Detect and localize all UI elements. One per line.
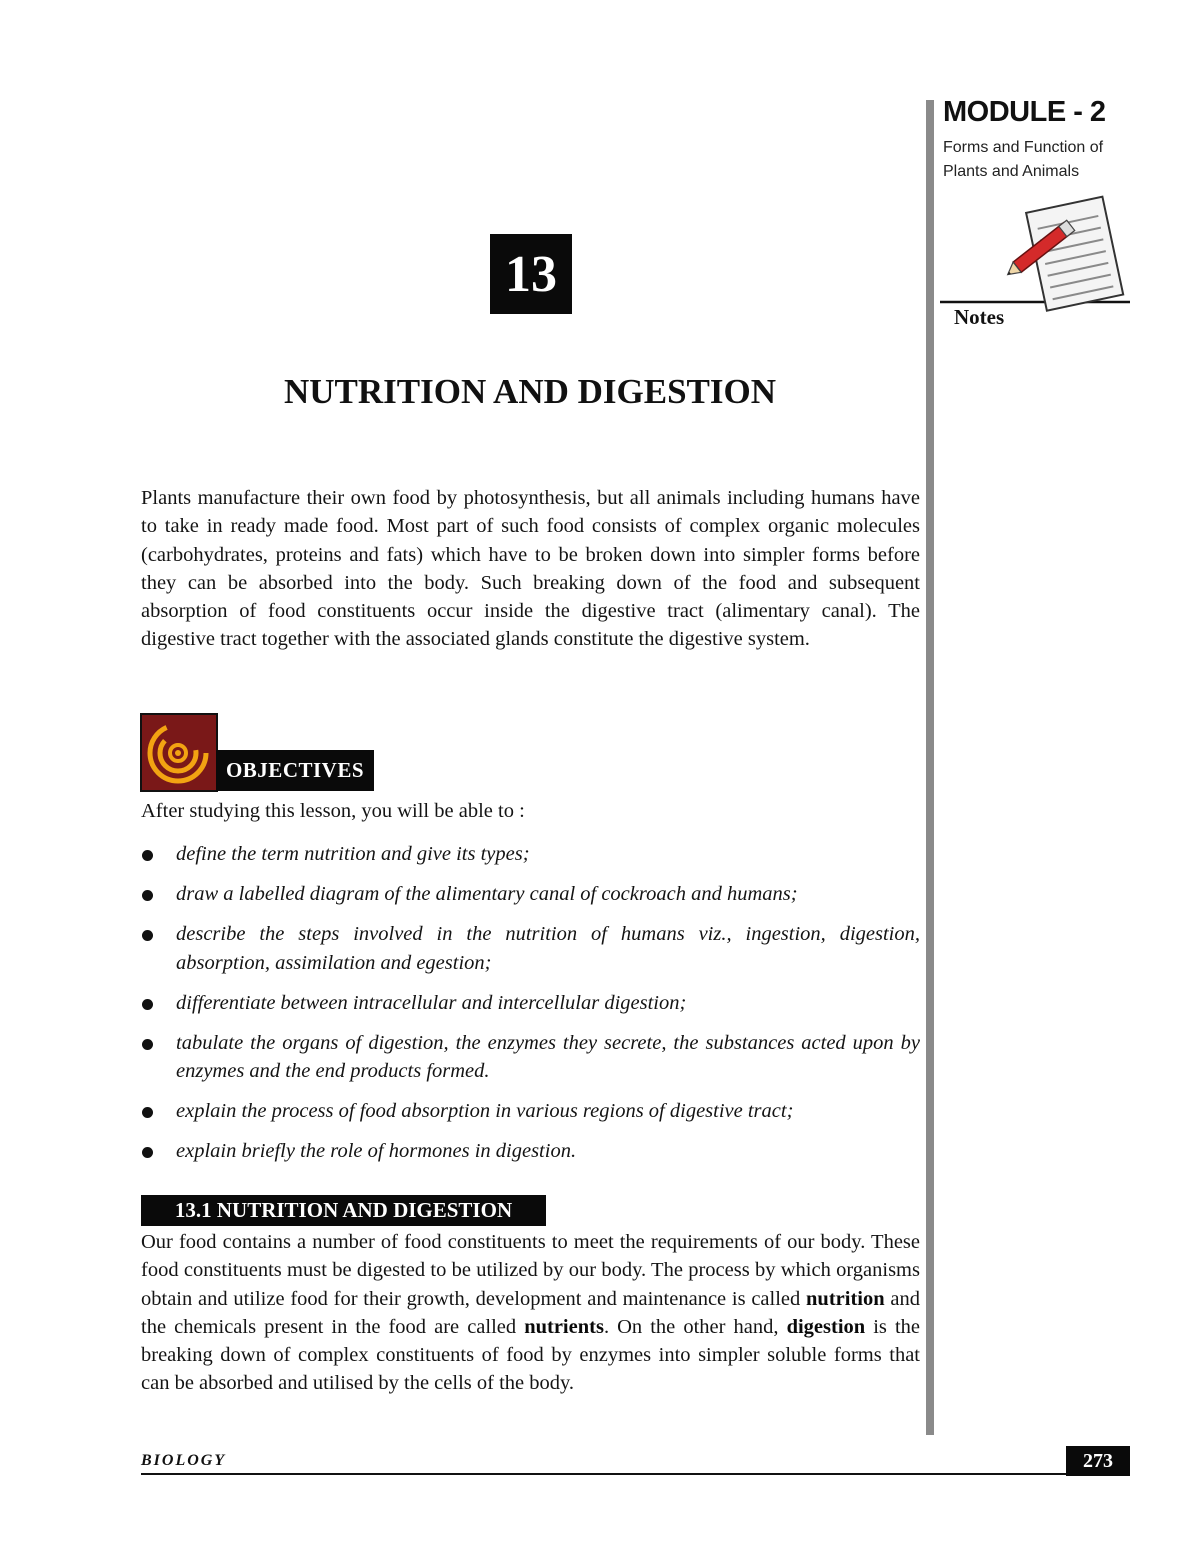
objectives-list [141,840,920,1166]
term-nutrition: nutrition [806,1287,885,1310]
term-nutrients: nutrients [524,1315,604,1338]
bullet-icon [142,1147,153,1158]
module-title: MODULE - 2 [943,96,1106,128]
section-text-1: Our food contains a number of food constituents to meet the requirements of our body. These food constituents must be digested to be utilized by our body. The process by which organisms obtain and utilize food for their growth, development and maintenance is called [141,1231,920,1310]
objective-text: explain the process of food absorption in various regions of digestive tract; [176,1100,794,1122]
section-text-2: and the chemicals present in the food are called [141,1287,920,1338]
bullet-icon [142,890,153,901]
objective-text: define the term nutrition and give its types; [176,843,530,865]
bullet-icon [142,1107,153,1118]
list-item [141,1029,920,1086]
objective-text: explain briefly the role of hormones in digestion. [176,1140,577,1162]
objectives-target-icon [140,713,218,792]
objective-text: describe the steps involved in the nutrition of humans viz., ingestion, digestion, absorption, assimilation and egestion; [176,923,920,974]
chapter-number: 13 [490,234,572,314]
list-item [141,880,920,909]
objective-text: draw a labelled diagram of the alimentary canal of cockroach and humans; [176,883,798,905]
chapter-title: NUTRITION AND DIGESTION [283,372,777,411]
notes-pencil-icon [938,185,1133,320]
list-item [141,1097,920,1126]
bullet-icon [142,850,153,861]
section-heading: 13.1 NUTRITION AND DIGESTION [141,1195,546,1226]
section-text-3: . On the other hand, [603,1315,787,1338]
sidebar-divider [926,100,934,1435]
bullet-icon [142,1039,153,1050]
section-text-4: is the breaking down of complex constituents of food by enzymes into simpler soluble forms that can be absorbed and utilised by the cells of the body. [141,1315,921,1395]
bullet-icon [142,999,153,1010]
section-paragraph [141,1228,920,1398]
page-number: 273 [1066,1446,1130,1476]
objectives-heading: OBJECTIVES [216,750,374,791]
objective-text: tabulate the organs of digestion, the enzymes they secrete, the substances acted upon by enzymes and the end products formed. [176,1031,920,1082]
list-item [141,1137,920,1166]
list-item [141,920,920,977]
objectives-intro: After studying this lesson, you will be able to : [141,800,525,822]
bullet-icon [142,930,153,941]
objective-text: differentiate between intracellular and intercellular digestion; [176,991,687,1014]
list-item [141,989,920,1018]
footer-subject: BIOLOGY [141,1452,227,1469]
module-subtitle: Forms and Function of Plants and Animals [943,139,1104,180]
list-item [141,840,920,869]
intro-paragraph: Plants manufacture their own food by photosynthesis, but all animals including humans have to take in ready made food. Most part of such food consists of complex organic molecules (carbohydrates, proteins and fats) which have to be broken down into simpler forms before they can be absorbed into the body. Such breaking down of the food and subsequent absorption of food constituents occur inside the digestive tract (alimentary canal). The digestive tract together with the associated glands constitute the digestive system. [141,487,920,651]
notes-label: Notes [954,305,1005,329]
footer-divider [141,1473,1130,1475]
term-digestion: digestion [786,1315,866,1338]
